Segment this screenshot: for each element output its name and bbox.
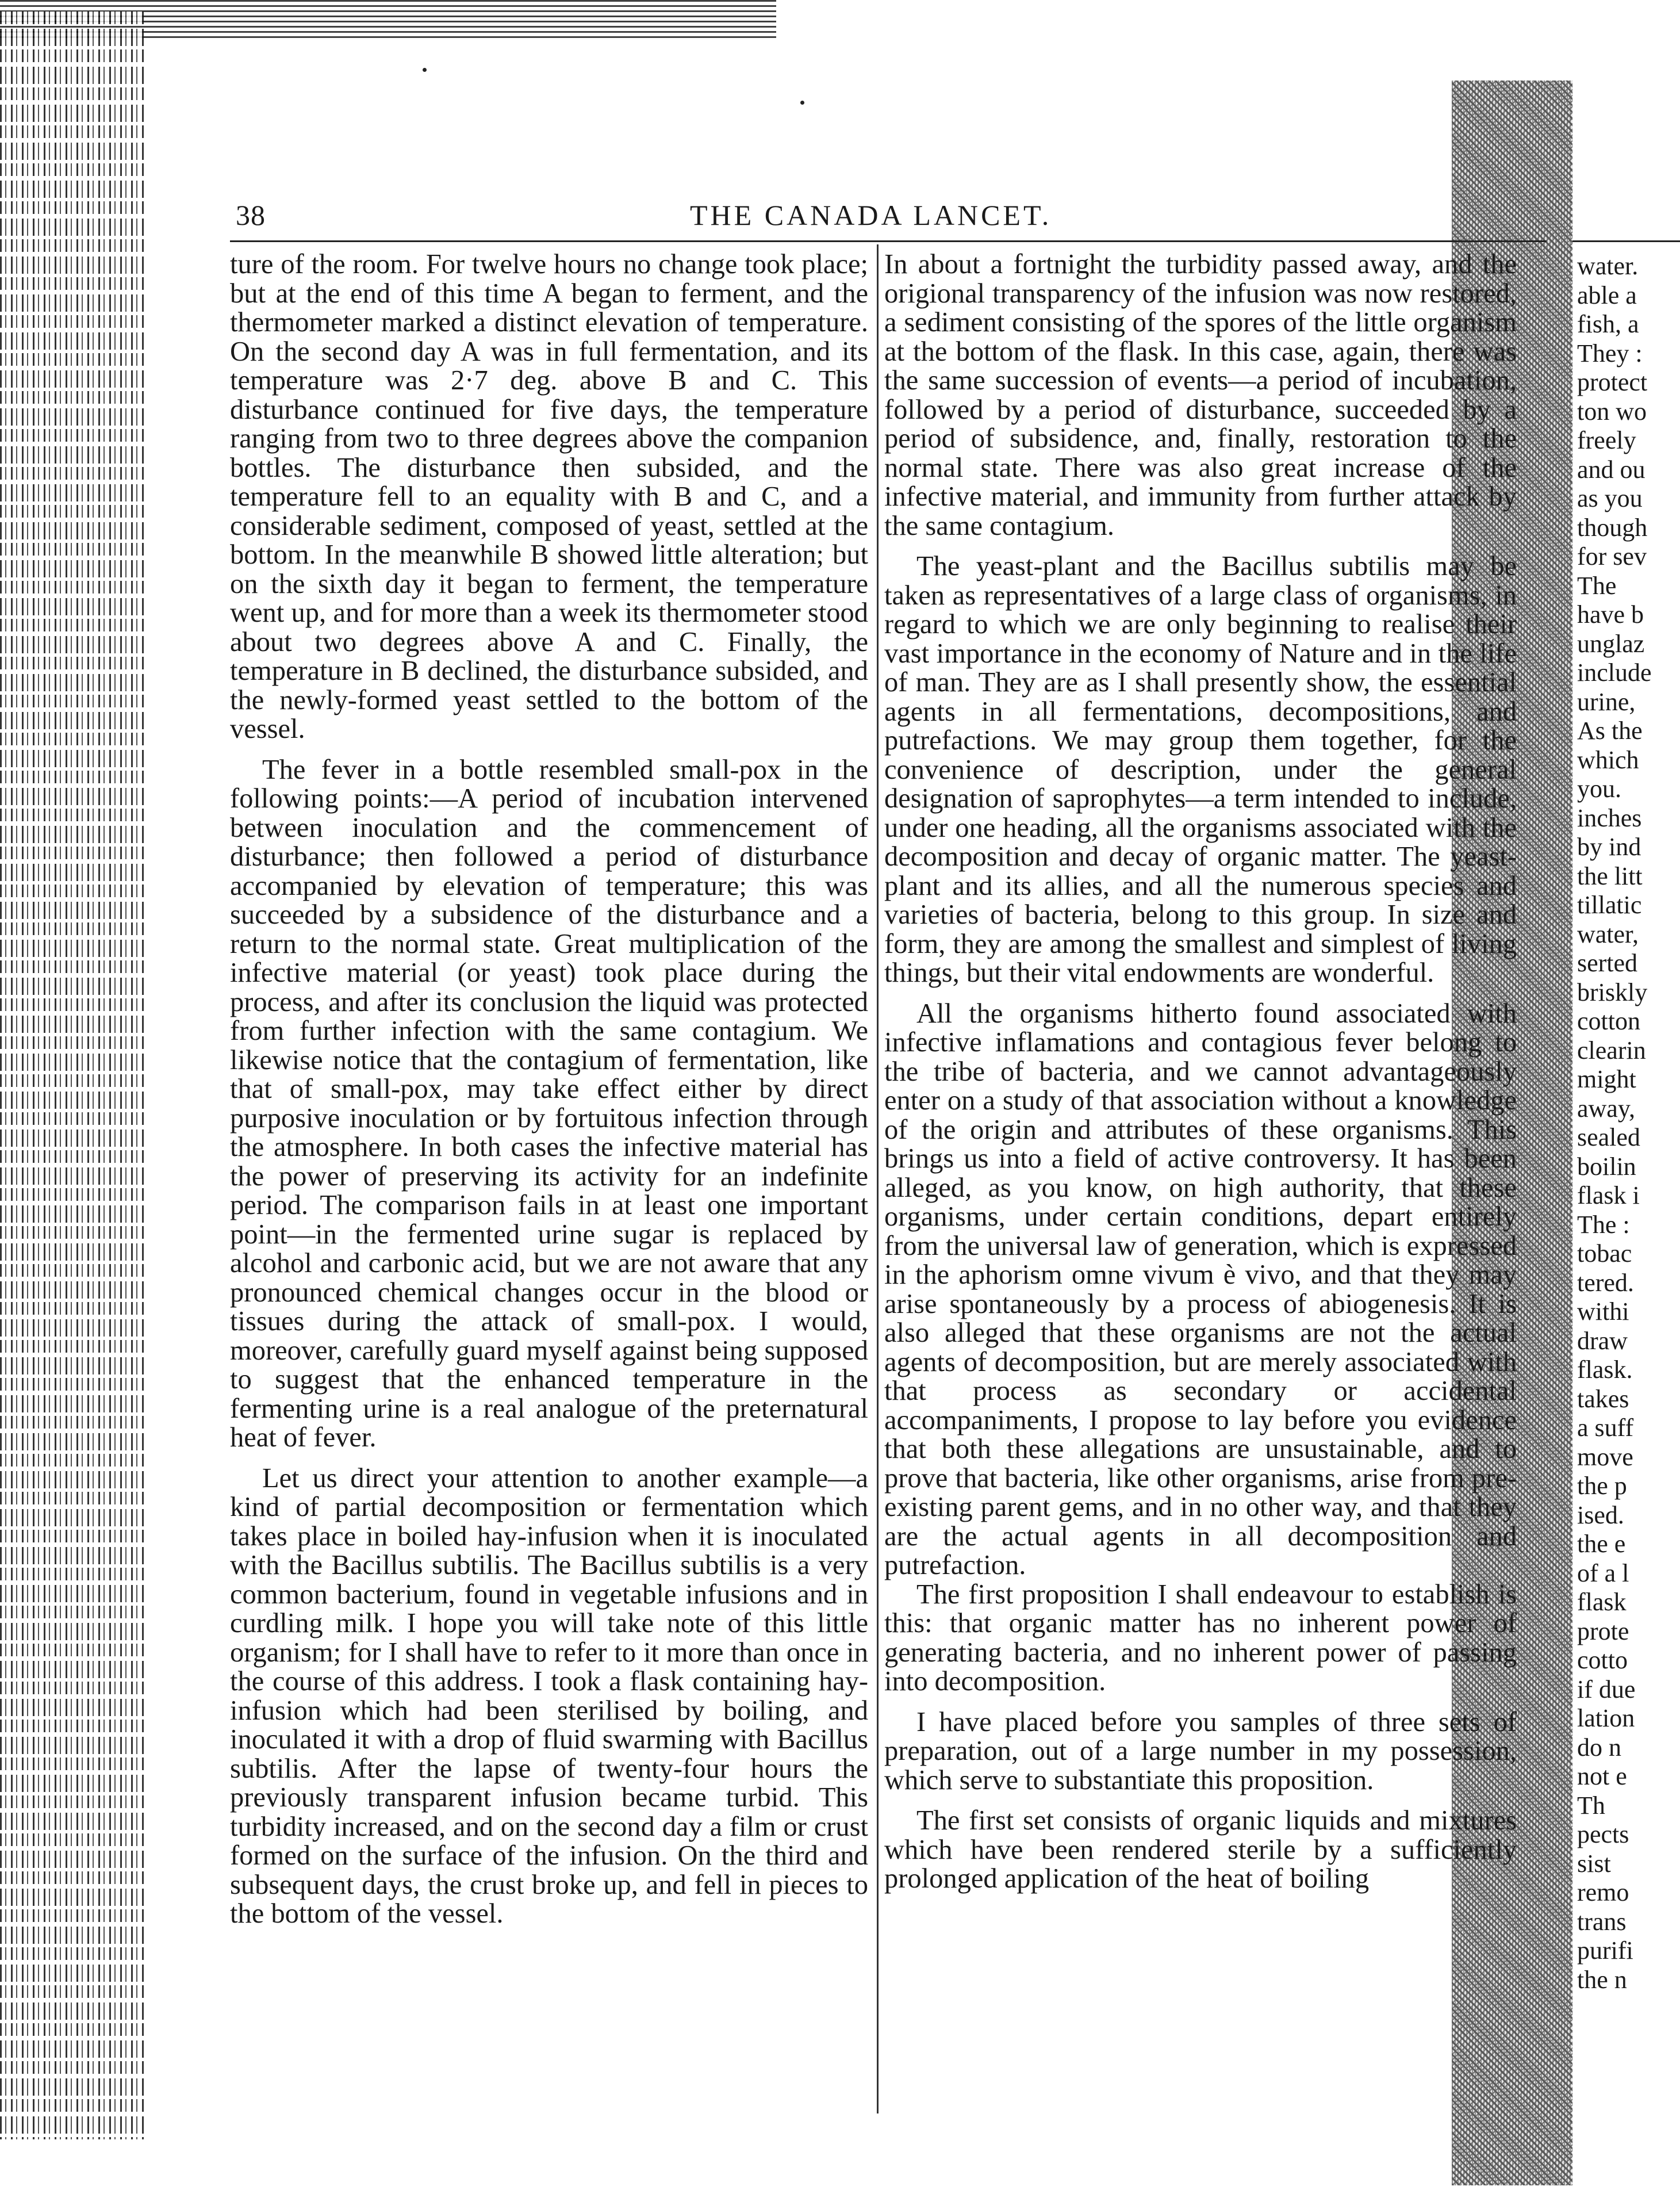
facing-line: boilin — [1577, 1152, 1636, 1181]
facing-line: if due — [1577, 1675, 1636, 1703]
facing-line: flask. — [1577, 1356, 1633, 1384]
facing-line: lation — [1577, 1704, 1635, 1732]
facing-line: tered. — [1577, 1268, 1634, 1297]
facing-line: prote — [1577, 1617, 1629, 1645]
paragraph: The yeast-plant and the Bacillus subtilis may be taken as representatives of a large class of organisms, in regard to which we are only beginning to realise their vast importance in the economy of Nature and in the life of man. They are as I shall presently show, the essential agents in all fermentations, decompositions, and putrefactions. We may group them together, for the convenience of description, under the general designation of saprophytes—a term intended to include, under one heading, all the organisms associated with the decomposition and decay of organic matter. The yeast-plant and its allies, and all the numerous species and varieties of bacteria, belong to this group. In size and form, they are among the smallest and simplest of living things, but their vital endowments are wonderful. — [884, 551, 1517, 988]
facing-line: pects — [1577, 1820, 1629, 1848]
facing-line: though — [1577, 513, 1648, 542]
facing-line: by ind — [1577, 833, 1641, 861]
facing-line: flask — [1577, 1588, 1627, 1616]
facing-line: a suff — [1577, 1414, 1634, 1442]
left-column — [230, 250, 868, 2125]
facing-line: briskly — [1577, 978, 1648, 1006]
paragraph: In about a fortnight the turbidity passed away, and the origional transparency of the infusion was now restored, a sediment consisting of the spores of the little organism at the bottom of the flask. In this case, again, there was the same succession of events—a period of incubation, followed by a period of disturbance, succeeded by a period of subsidence, and, finally, restoration to the normal state. There was also great increase of the infective material, and immunity from further attack by the same contagium. — [884, 250, 1517, 541]
facing-line: They : — [1577, 339, 1643, 367]
paragraph: All the organisms hitherto found associated with infective inflamations and contagious fever belong to the tribe of bacteria, and we cannot advantageously enter on a study of that association without a knowledge of the origin and attributes of these organisms. This brings us into a field of active controversy. It has been alleged, as you know, on high authority, that these organisms, under certain conditions, depart entirely from the universal law of generation, which is expressed in the aphorism omne vivum è vivo, and that they may arise spontaneously by a process of abiogenesis. It is also alleged that these organisms are not the actual agents of decomposition, but are merely associated with that process as secondary or accidental accompaniments, I propose to lay before you evidence that both these allegations are unsustainable, and to prove that bacteria, like other organisms, arise from pre-existing parent gems, and in no other way, and that they are the actual agents in all decomposition and putrefaction. — [884, 998, 1517, 1580]
paragraph: The fever in a bottle resembled small-pox in the following points:—A period of incubation intervened between inoculation and the commencement of disturbance; then followed a period of disturbance accompanied by elevation of temperature; this was succeeded by a subsidence of the disturbance and a return to the normal state. Great multiplication of the infective material (or yeast) took place during the process, and after its conclusion the liquid was protected from further infection with the same contagium. We likewise notice that the contagium of fermentation, like that of small-pox, may take effect either by direct purposive inoculation or by fortuitous infection through the atmosphere. In both cases the infective material has the power of preserving its activity for an indefinite period. The comparison fails in at least one important point—in the fermented urine sugar is replaced by alcohol and carbonic acid, but we are not aware that any pronounced chemical changes occur in the blood or tissues during the attack of small-pox. I would, moreover, carefully guard myself against being supposed to suggest that the enhanced temperature in the fermenting urine is a real analogue of the preternatural heat of fever. — [230, 754, 868, 1453]
facing-line: As the — [1577, 717, 1643, 745]
facing-header-rule — [1572, 240, 1680, 242]
paragraph: ture of the room. For twelve hours no change took place; but at the end of this time A began to ferment, and the thermometer marked a distinct elevation of temperature. On the second day A was in full fermentation, and its temperature was 2·7 deg. above B and C. This disturbance continued for five days, the temperature ranging from two to three degrees above the companion bottles. The disturbance then subsided, and the temperature fell to an equality with B and C, and a considerable sediment, composed of yeast, settled at the bottom. In the meanwhile B showed little alteration; but on the sixth day it began to ferment, the temperature went up, and for more than a week its thermometer stood about two degrees above A and C. Finally, the temperature in B declined, the disturbance subsided, and the newly-formed yeast settled to the bottom of the vessel. — [230, 250, 868, 744]
facing-line: draw — [1577, 1326, 1628, 1355]
facing-line: freely — [1577, 426, 1636, 454]
facing-line: you. — [1577, 775, 1621, 803]
facing-line: trans — [1577, 1907, 1627, 1936]
facing-line: clearin — [1577, 1036, 1646, 1065]
speck — [800, 101, 804, 105]
facing-line: withi — [1577, 1297, 1629, 1326]
facing-line: water, — [1577, 920, 1639, 948]
facing-line: fish, a — [1577, 310, 1639, 338]
running-title: THE CANADA LANCET. — [690, 199, 1052, 231]
facing-line: The — [1577, 571, 1617, 600]
facing-line: able a — [1577, 281, 1637, 309]
facing-line: purifi — [1577, 1936, 1633, 1965]
facing-line: cotton — [1577, 1007, 1640, 1035]
facing-line: and ou — [1577, 455, 1646, 484]
paragraph: The first set consists of organic liquids and mixtures which have been rendered sterile by a sufficiently prolonged application of the heat of boiling — [884, 1805, 1517, 1894]
facing-line: remo — [1577, 1878, 1629, 1906]
paragraph: The first proposition I shall endeavour to establish is this: that organic matter has no inherent power of generating bacteria, and no inherent power of passing into decomposition. — [884, 1579, 1517, 1697]
right-column — [884, 250, 1524, 2125]
facing-line: include — [1577, 658, 1652, 687]
facing-line: might — [1577, 1065, 1636, 1093]
facing-line: takes — [1577, 1384, 1629, 1413]
facing-line: cotto — [1577, 1646, 1628, 1674]
facing-line: away, — [1577, 1094, 1635, 1123]
facing-line: tobac — [1577, 1239, 1632, 1268]
facing-line: move — [1577, 1442, 1633, 1471]
facing-line: The : — [1577, 1210, 1630, 1239]
facing-line: protect — [1577, 368, 1648, 396]
facing-line: unglaz — [1577, 629, 1645, 658]
facing-line: have b — [1577, 600, 1644, 629]
facing-line: of a l — [1577, 1559, 1629, 1587]
facing-line: do n — [1577, 1733, 1621, 1762]
facing-line: inches — [1577, 803, 1642, 832]
facing-line: sealed — [1577, 1123, 1640, 1151]
facing-line: the litt — [1577, 861, 1643, 890]
speck — [423, 68, 427, 72]
facing-line: sist — [1577, 1849, 1611, 1878]
facing-line: which — [1577, 745, 1639, 774]
facing-line: urine, — [1577, 687, 1636, 716]
facing-line: tillatic — [1577, 891, 1642, 919]
column-divider — [877, 244, 879, 2113]
facing-line: serted — [1577, 949, 1638, 977]
facing-line: as you — [1577, 484, 1643, 512]
facing-line: not e — [1577, 1762, 1627, 1790]
scan-shadow-left — [0, 12, 144, 2139]
page-number: 38 — [236, 199, 266, 231]
facing-line: Th — [1577, 1791, 1605, 1820]
facing-line: flask i — [1577, 1181, 1640, 1209]
facing-line: the n — [1577, 1965, 1627, 1994]
paragraph: Let us direct your attention to another example—a kind of partial decomposition or fermentation which takes place in boiled hay-infusion when it is inoculated with the Bacillus subtilis. The Bacillus subtilis is a very common bacterium, found in vegetable infusions and in curdling milk. I hope you will take note of this little organism; for I shall have to refer to it more than once in the course of this address. I took a flask containing hay-infusion which had been sterilised by boiling, and inoculated it with a drop of fluid swarming with Bacillus subtilis. After the lapse of twenty-four hours the previously transparent infusion became turbid. This turbidity increased, and on the second day a film or crust formed on the surface of the infusion. On the third and subsequent days, the crust broke up, and fell in pieces to the bottom of the vessel. — [230, 1462, 868, 1929]
facing-line: ised. — [1577, 1500, 1624, 1529]
facing-line: ton wo — [1577, 397, 1647, 426]
facing-line: water. — [1577, 252, 1639, 280]
facing-line: the p — [1577, 1472, 1627, 1500]
facing-line: the e — [1577, 1530, 1626, 1558]
facing-page-fragment — [1577, 252, 1680, 2092]
paragraph: I have placed before you samples of three sets of preparation, out of a large number in my possession, which serve to substantiate this proposition. — [884, 1706, 1517, 1795]
facing-line: for sev — [1577, 542, 1647, 570]
header-rule — [230, 240, 1547, 242]
